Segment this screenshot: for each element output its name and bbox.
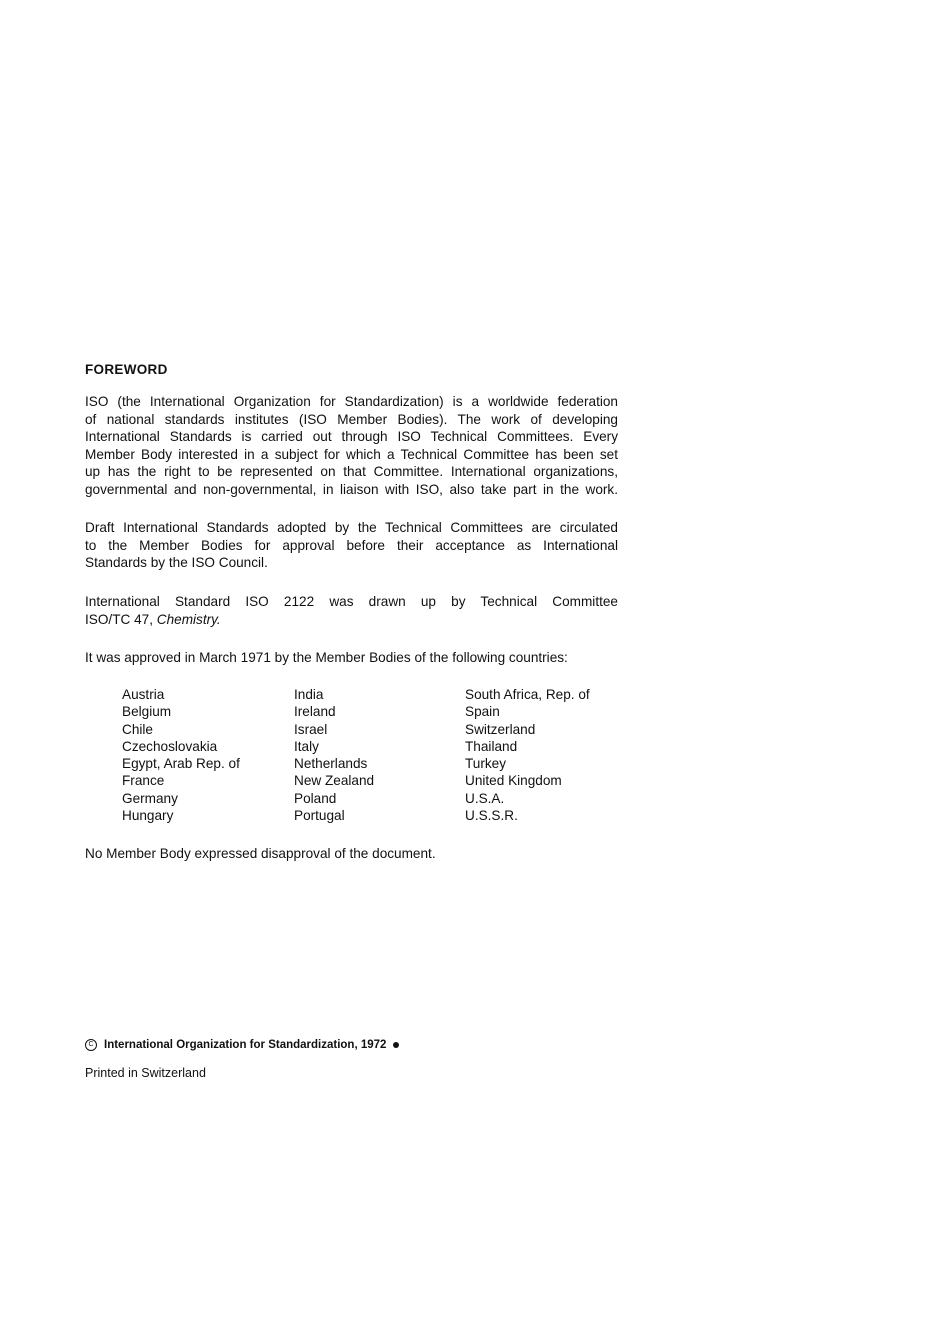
- foreword-paragraph-4: It was approved in March 1971 by the Member Bodies of the following countries:: [85, 650, 568, 665]
- country-item: Switzerland: [465, 721, 536, 737]
- country-item: Hungary: [122, 808, 174, 824]
- copyright-line: [85, 1039, 399, 1051]
- country-item: Thailand: [465, 738, 518, 754]
- country-column-3: [465, 686, 590, 824]
- copyright-text: International Organization for Standardization, 1972: [104, 1039, 387, 1051]
- paragraph-line: Draft International Standards adopted by the Technical Committees are circulated: [85, 520, 618, 535]
- paragraph-line: of national standards institutes (ISO Member Bodies). The work of developing: [85, 411, 618, 427]
- copyright-icon: C: [85, 1039, 97, 1051]
- paragraph-line: International Standards is carried out through ISO Technical Committees. Every: [85, 429, 618, 445]
- country-column-1: [122, 686, 240, 824]
- foreword-paragraph-2: [85, 519, 618, 572]
- printed-in-text: Printed in Switzerland: [85, 1066, 206, 1080]
- country-item: Egypt, Arab Rep. of: [122, 756, 240, 772]
- paragraph-line-committee: [85, 611, 618, 629]
- country-item: New Zealand: [294, 773, 375, 789]
- country-item: France: [122, 773, 165, 789]
- country-item: South Africa, Rep. of: [465, 687, 590, 702]
- foreword-heading: FOREWORD: [85, 362, 168, 377]
- foreword-paragraph-1: [85, 393, 618, 499]
- country-item: India: [294, 687, 324, 702]
- paragraph-line: Standards by the ISO Council.: [85, 555, 268, 571]
- paragraph-line: International Standard ISO 2122 was drawn up by Technical Committee: [85, 594, 618, 609]
- country-item: Czechoslovakia: [122, 738, 218, 754]
- country-item: United Kingdom: [465, 773, 562, 789]
- country-item: Portugal: [294, 808, 345, 824]
- country-item: Germany: [122, 790, 178, 806]
- country-item: Belgium: [122, 704, 172, 720]
- paragraph-line: governmental and non-governmental, in liaison with ISO, also take part in the work.: [85, 481, 618, 497]
- country-item: Turkey: [465, 756, 507, 772]
- committee-name: Chemistry.: [156, 611, 221, 627]
- country-item: Israel: [294, 721, 328, 737]
- paragraph-line: up has the right to be represented on that Committee. International organizations,: [85, 464, 618, 480]
- paragraph-line: Member Body interested in a subject for which a Technical Committee has been set: [85, 446, 618, 462]
- country-item: Spain: [465, 704, 500, 720]
- paragraph-line: ISO (the International Organization for Standardization) is a worldwide federation: [85, 394, 618, 409]
- foreword-paragraph-3: [85, 593, 618, 628]
- country-item: Italy: [294, 738, 319, 754]
- paragraph-line: to the Member Bodies for approval before their acceptance as International: [85, 537, 618, 553]
- country-item: Netherlands: [294, 756, 368, 772]
- foreword-paragraph-5: No Member Body expressed disapproval of the document.: [85, 846, 436, 861]
- country-item: U.S.S.R.: [465, 808, 518, 824]
- country-item: Ireland: [294, 704, 336, 720]
- bullet-dot-icon: [393, 1042, 399, 1048]
- committee-code: ISO/TC 47,: [85, 611, 157, 627]
- country-column-2: [294, 686, 374, 824]
- country-item: Austria: [122, 687, 165, 702]
- country-item: Chile: [122, 721, 153, 737]
- country-item: Poland: [294, 790, 337, 806]
- country-item: U.S.A.: [465, 790, 505, 806]
